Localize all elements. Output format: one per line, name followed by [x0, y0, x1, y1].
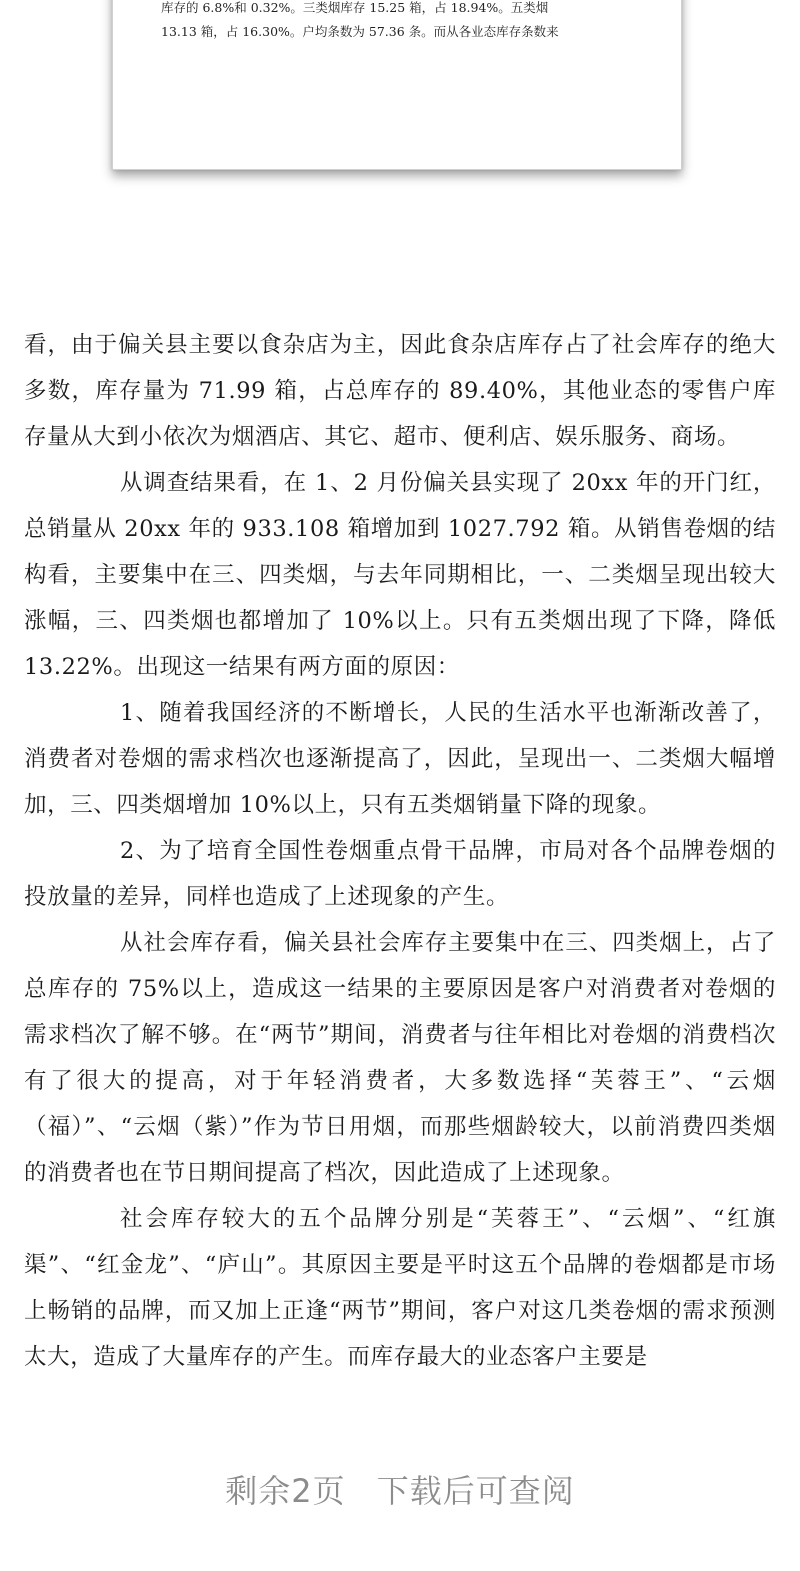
paragraph: 2、为了培育全国性卷烟重点骨干品牌，市局对各个品牌卷烟的投放量的差异，同样也造成了上述现象的产生。	[24, 838, 776, 910]
paragraph: 1、随着我国经济的不断增长，人民的生活水平也渐渐改善了，消费者对卷烟的需求档次也逐渐提高了，因此，呈现出一、二类烟大幅增加，三、四类烟增加 10%以上，只有五类烟销量下降的现象。	[24, 700, 776, 818]
paragraph: 从调查结果看，在 1、2 月份偏关县实现了 20xx 年的开门红，总销量从 20xx 年的 933.108 箱增加到 1027.792 箱。从销售卷烟的结构看，主要集中在三、四类烟，与去年同期相比，一、二类烟呈现出较大涨幅，三、四类烟也都增加了 10%以上。只有五类烟出现了下降，降低 13.22%。出现这一结果有两方面的原因：	[24, 470, 776, 680]
page-preview-card	[112, 0, 682, 170]
download-prompt[interactable]	[0, 1466, 800, 1512]
paragraph: 社会库存较大的五个品牌分别是“芙蓉王”、“云烟”、“红旗渠”、“红金龙”、“庐山”。其原因主要是平时这五个品牌的卷烟都是市场上畅销的品牌，而又加上正逢“两节”期间，客户对这几类卷烟的需求预测太大，造成了大量库存的产生。而库存最大的业态客户主要是	[24, 1206, 776, 1370]
preview-line-1: 库存的 6.8%和 0.32%。三类烟库存 15.25 箱，占 18.94%。五类烟	[161, 0, 549, 15]
download-to-view-label[interactable]: 下载后可查阅	[376, 1472, 575, 1510]
paragraph: 看，由于偏关县主要以食杂店为主，因此食杂店库存占了社会库存的绝大多数，库存量为 71.99 箱，占总库存的 89.40%，其他业态的零售户库存量从大到小依次为烟酒店、其它、超市、便利店、娱乐服务、商场。	[24, 332, 776, 450]
document-body	[24, 322, 776, 1380]
paragraph: 从社会库存看，偏关县社会库存主要集中在三、四类烟上，占了总库存的 75%以上，造成这一结果的主要原因是客户对消费者对卷烟的需求档次了解不够。在“两节”期间，消费者与往年相比对卷烟的消费档次有了很大的提高，对于年轻消费者，大多数选择“芙蓉王”、“云烟（福）”、“云烟（紫）”作为节日用烟，而那些烟龄较大，以前消费四类烟的消费者也在节日期间提高了档次，因此造成了上述现象。	[24, 930, 776, 1186]
remaining-pages-label: 剩余2页	[225, 1472, 346, 1510]
preview-line-2: 13.13 箱，占 16.30%。户均条数为 57.36 条。而从各业态库存条数来	[161, 24, 559, 39]
